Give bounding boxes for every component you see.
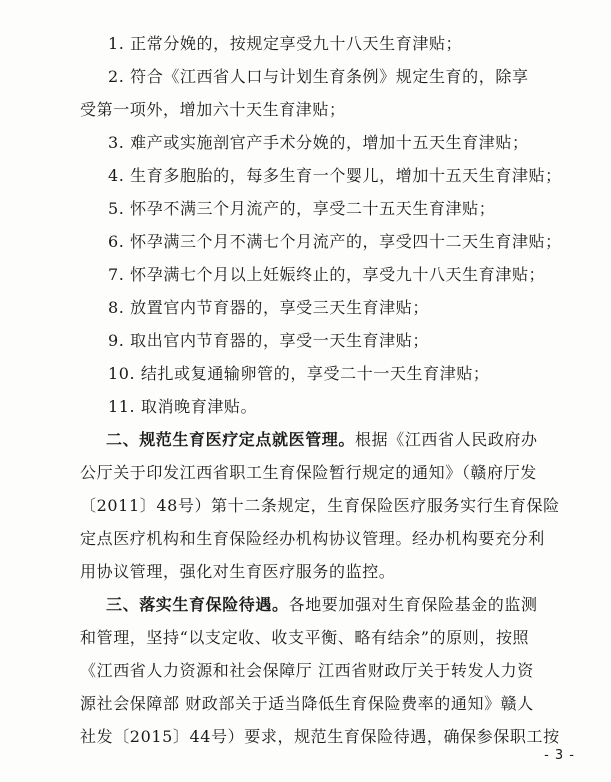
page-number: - 3 -: [544, 748, 575, 763]
section-3-line: 和管理，坚持“以支定收、收支平衡、略有结余”的原则，按照: [80, 628, 530, 647]
section-2-line: 公厅关于印发江西省职工生育保险暂行规定的通知》（赣府厅发: [80, 463, 537, 482]
list-item-1: 1. 正常分娩的，按规定享受九十八天生育津贴；: [108, 34, 463, 53]
list-item-7: 7. 怀孕满七个月以上妊娠终止的，享受九十八天生育津贴；: [108, 265, 546, 284]
list-item-10: 10. 结扎或复通输卵管的，享受二十一天生育津贴；: [108, 364, 490, 383]
section-2-first-line: [106, 424, 538, 456]
list-item-8: 8. 放置官内节育器的，享受三天生育津贴；: [108, 298, 429, 317]
list-item-2-continued: 受第一项外，增加六十天生育津贴；: [80, 100, 346, 119]
section-3-heading: 三、落实生育保险待遇。: [106, 595, 289, 614]
section-2-line: 定点医疗机构和生育保险经办机构协议管理。经办机构要充分利: [80, 529, 545, 548]
list-item-2: 2. 符合《江西省人口与计划生育条例》规定生育的，除享: [108, 67, 529, 86]
section-2-intro: 根据《江西省人民政府办: [355, 430, 538, 449]
list-item-3: 3. 难产或实施剖官产手术分娩的，增加十五天生育津贴；: [108, 133, 529, 152]
list-item-11: 11. 取消晚育津贴。: [108, 397, 258, 416]
section-2-heading: 二、规范生育医疗定点就医管理。: [106, 430, 356, 449]
list-item-4: 4. 生育多胞胎的，每多生育一个婴儿，增加十五天生育津贴；: [108, 166, 562, 185]
list-item-9: 9. 取出官内节育器的，享受一天生育津贴；: [108, 331, 429, 350]
section-2-line: 〔2011〕48号）第十二条规定，生育保险医疗服务实行生育保险: [80, 496, 560, 515]
list-item-5: 5. 怀孕不满三个月流产的，享受二十五天生育津贴；: [108, 199, 496, 218]
list-item-6: 6. 怀孕满三个月不满七个月流产的，享受四十二天生育津贴；: [108, 232, 562, 251]
section-2-line: 用协议管理，强化对生育医疗服务的监控。: [80, 562, 396, 581]
section-3-line: 源社会保障部 财政部关于适当降低生育保险费率的通知》赣人: [80, 694, 534, 713]
section-3-first-line: [106, 589, 538, 621]
section-3-line: 《江西省人力资源和社会保障厅 江西省财政厅关于转发人力资: [80, 661, 534, 680]
section-3-line: 社发〔2015〕44号）要求，规范生育保险待遇，确保参保职工按: [80, 727, 560, 746]
section-3-intro: 各地要加强对生育保险基金的监测: [288, 595, 538, 614]
